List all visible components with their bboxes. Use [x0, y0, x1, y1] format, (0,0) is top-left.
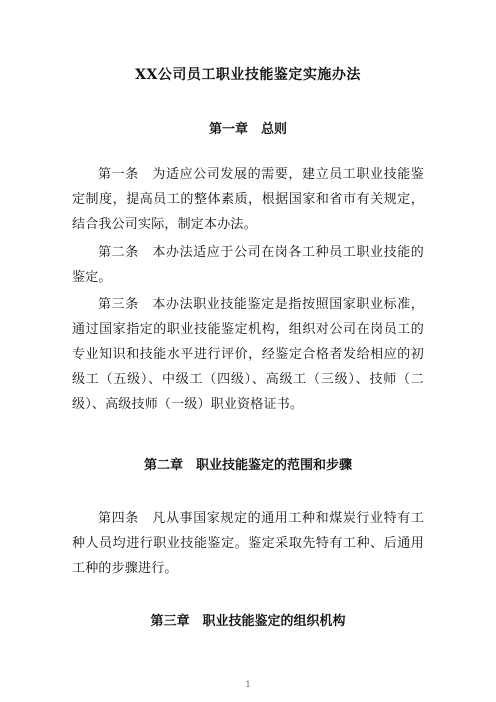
- article-3: 第三条 本办法职业技能鉴定是指按照国家职业标准，通过国家指定的职业技能鉴定机构，组织对公司在岗员工的专业知识和技能水平进行评价，经鉴定合格者发给相应的初级工（五级）、中级工（四级）、高级工（三级）、技师（二级）、高级技师（一级）职业资格证书。: [72, 297, 424, 412]
- document-title: XX公司员工职业技能鉴定实施办法: [135, 67, 361, 83]
- page-number: 1: [245, 680, 251, 689]
- chapter-3-heading: 第三章 职业技能鉴定的组织机构: [150, 614, 346, 629]
- article-2: 第二条 本办法适应于公司在岗各工种员工职业技能的鉴定。: [72, 245, 424, 285]
- article-1: 第一条 为适应公司发展的需要，建立员工职业技能鉴定制度，提高员工的整体素质，根据国家和省市有关规定，结合我公司实际，制定本办法。: [72, 167, 424, 232]
- chapter-1-heading: 第一章 总则: [208, 122, 287, 137]
- chapter-2-heading: 第二章 职业技能鉴定的范围和步骤: [143, 458, 352, 473]
- article-4: 第四条 凡从事国家规定的通用工种和煤炭行业特有工种人员均进行职业技能鉴定。鉴定采取先特有工种、后通用工种的步骤进行。: [72, 511, 424, 576]
